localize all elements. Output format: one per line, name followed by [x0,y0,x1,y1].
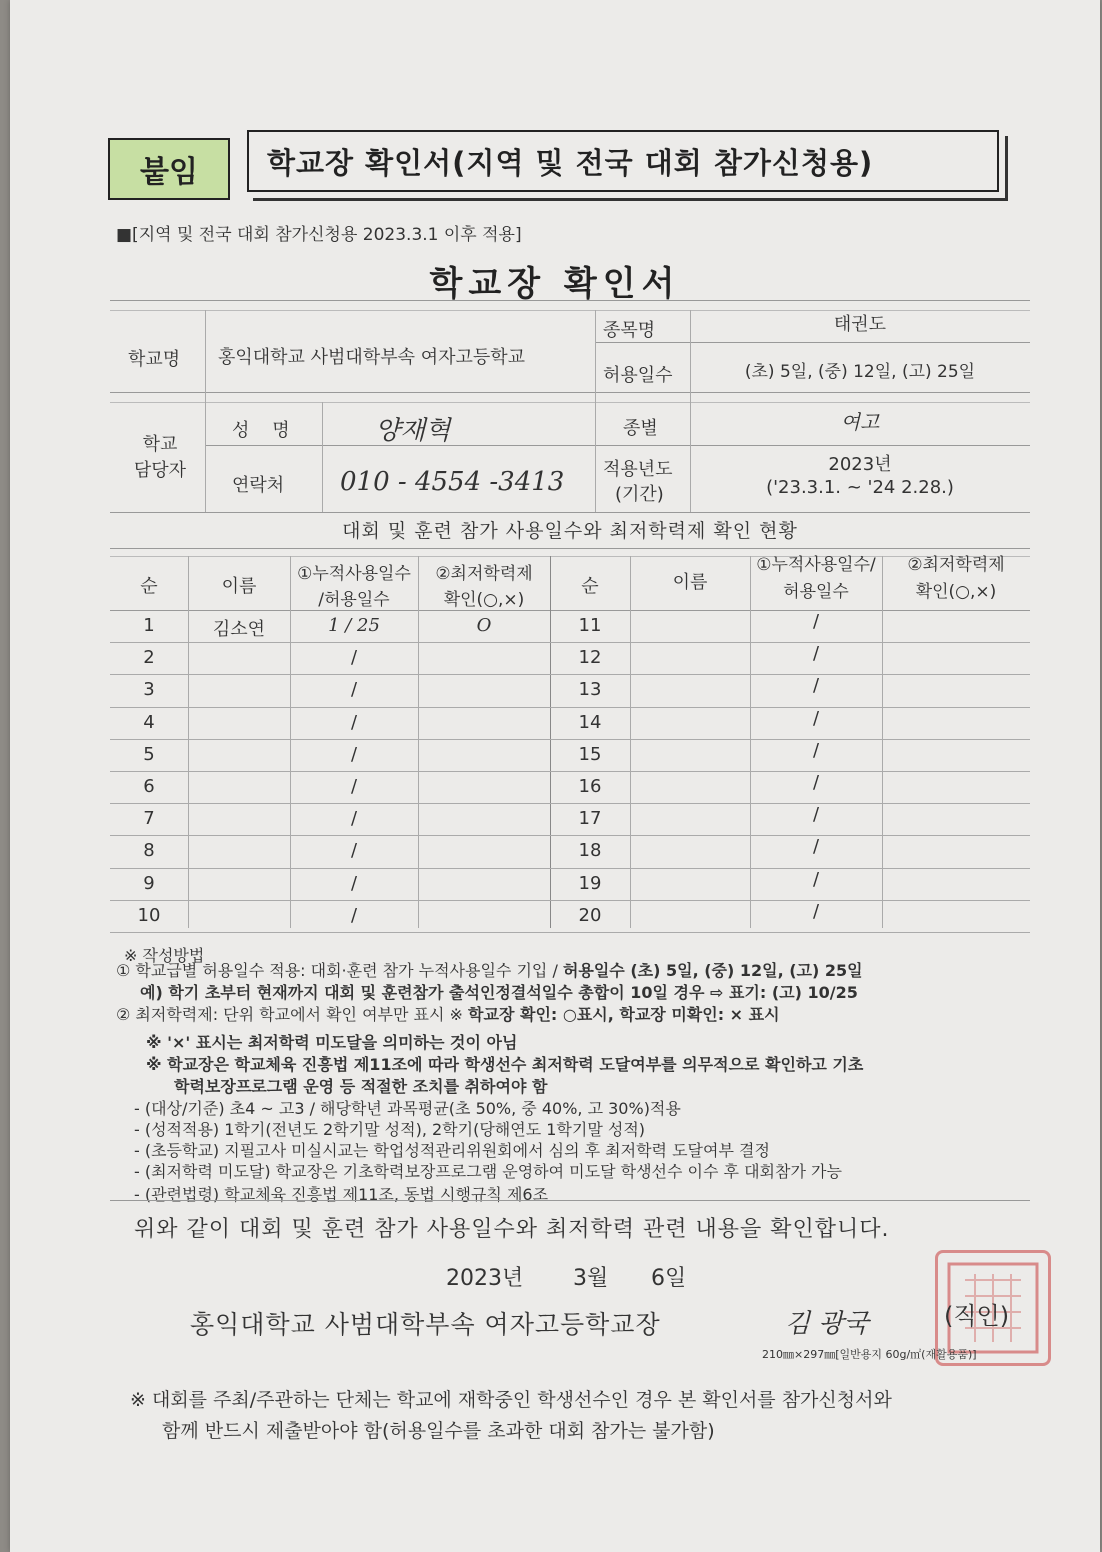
grid-line [110,771,1030,772]
row-days-right: / [812,869,820,890]
grid-line [110,548,1030,549]
year-value: 2023년 [828,454,892,475]
sport-label: 종목명 [603,320,656,341]
row-number: 7 [143,808,155,829]
col-header-name: 이름 [221,576,257,597]
school-value: 홍익대학교 사범대학부속 여자고등학교 [218,347,526,368]
grid-line [110,392,1030,393]
row-number-right: 17 [578,808,602,829]
row-number-right: 11 [578,615,602,636]
allowed-days-value: (초) 5일, (중) 12일, (고) 25일 [744,362,976,382]
grid-line [418,556,419,928]
grid-line [595,310,596,512]
row-number-right: 13 [578,679,602,700]
grid-line [882,556,883,928]
detail-4: - (최저학력 미도달) 학교장은 기초학력보장프로그램 운영하여 미도달 학생선수 이수 후 대회참가 가능 [134,1162,842,1181]
contact-label: 연락처 [232,475,285,496]
detail-5: - (관련법령) 학교체육 진흥법 제11조, 동법 시행규칙 제6조 [134,1185,549,1204]
row-number-right: 15 [578,744,602,765]
grid-line [322,402,323,512]
grid-line [110,803,1030,804]
row-number-right: 12 [578,647,602,668]
name-label: 성 명 [232,420,290,441]
manager-name: 양재혁 [375,416,451,446]
col-header-check-right-1: ②최저학력제 [907,555,1005,575]
confirm-statement: 위와 같이 대회 및 훈련 참가 사용일수와 최저학력 관련 내용을 확인합니다. [134,1217,890,1242]
note-1 [116,958,863,981]
detail-1: - (대상/기준) 초4 ~ 고3 / 해당학년 과목평균(초 50%, 중 40%, 고 30%)적용 [134,1099,681,1118]
col-header-no-right: 순 [581,576,599,597]
allowed-days-label: 허용일수 [603,365,673,386]
row-days: / [350,712,358,733]
note-1-example: 예) 학기 초부터 현재까지 대회 및 훈련참가 출석인정결석일수 총합이 10일 경우 ⇨ 표기: (고) 10/25 [140,983,858,1002]
type-label: 종별 [623,418,658,439]
row-days-right: / [812,643,820,664]
row-number: 2 [143,647,155,668]
grid-line [188,556,189,928]
grid-line [110,707,1030,708]
row-days-right: / [812,804,820,825]
grid-line [110,932,1030,933]
row-number: 8 [143,840,155,861]
note-4b: 학력보장프로그램 운영 등 적절한 조치를 취하여야 함 [174,1077,548,1096]
row-days-right: / [812,708,820,729]
grid-line [205,445,1030,446]
row-days: / [350,808,358,829]
applicability-note: ■[지역 및 전국 대회 참가신청용 2023.3.1 이후 적용] [116,225,522,245]
manager-label: 학교 담당자 [133,434,187,481]
notes-heading: ※ 작성방법 [124,946,205,965]
grid-line [110,610,1030,611]
grid-line [595,342,1030,343]
grid-line [110,642,1030,643]
note-2-text: ② 최저학력제: 단위 학교에서 확인 여부만 표시 ※ [116,1005,469,1024]
grid-line [110,402,1030,403]
row-days-right: / [812,740,820,761]
col-header-check-2: 확인(○,×) [443,590,525,610]
school-label: 학교명 [128,349,181,370]
paper-spec: 210㎜×297㎜[일반용지 60g/㎡(재활용품)] [762,1348,977,1361]
grid-line [110,1200,1030,1201]
date-month: 3월 [573,1266,609,1291]
row-days-right: / [812,611,820,632]
col-header-no: 순 [140,576,158,597]
row-days: / [350,905,358,926]
row-number-right: 16 [578,776,602,797]
year-period: ('23.3.1. ~ '24 2.28.) [766,477,954,498]
row-number-right: 14 [578,712,602,733]
contact-value: 010 - 4554 -3413 [340,467,565,497]
grid-line [110,739,1030,740]
col-header-name-right: 이름 [672,572,708,593]
row-days-right: / [812,675,820,696]
col-header-check-right-2: 확인(○,×) [915,582,997,602]
year-label: 적용년도 [603,459,673,480]
col-header-days-1: ①누적사용일수 [297,564,411,584]
row-number: 1 [143,615,155,636]
principal-signature: 김 광국 [785,1309,869,1339]
detail-2: - (성적적용) 1학기(전년도 2학기말 성적), 2학기(당해연도 1학기말 성적) [134,1120,646,1139]
row-number: 6 [143,776,155,797]
grid-line [110,900,1030,901]
col-header-days-right-1: ①누적사용일수/ [756,555,876,575]
sport-value: 태권도 [833,314,887,335]
grid-line [690,310,691,512]
note-2-bold: 학교장 확인: ○표시, 학교장 미확인: × 표시 [468,1005,780,1024]
table-caption: 대회 및 훈련 참가 사용일수와 최저학력제 확인 현황 [342,520,798,542]
row-days: / [350,679,358,700]
note-3: ※ '×' 표시는 최저학력 미도달을 의미하는 것이 아님 [146,1033,518,1052]
row-number-right: 18 [578,840,602,861]
row-days: / [350,873,358,894]
row-number: 3 [143,679,155,700]
row-name: 김소연 [212,619,266,640]
seal-label: (직인) [944,1302,1010,1330]
row-days: / [350,776,358,797]
row-number-right: 19 [578,873,602,894]
date-year: 2023년 [446,1266,524,1291]
row-number: 4 [143,712,155,733]
year-period-label: (기간) [615,484,664,505]
row-days-right: / [812,901,820,922]
grid-line [630,556,631,928]
note-2 [116,1002,780,1025]
type-value: 여고 [840,410,880,434]
row-number-right: 20 [578,905,602,926]
document-title: 학교장 확인서 [429,264,681,304]
col-header-check-1: ②최저학력제 [435,564,533,584]
date-day: 6일 [651,1266,687,1291]
note-4a: ※ 학교장은 학교체육 진흥법 제11조에 따라 학생선수 최저학력 도달여부를 의무적으로 확인하고 기초 [146,1055,864,1074]
grid-line [110,868,1030,869]
detail-3: - (초등학교) 지필고사 미실시교는 학업성적관리위원회에서 심의 후 최저학력 도달여부 결정 [134,1141,770,1160]
grid-line [110,835,1030,836]
row-number: 9 [143,873,155,894]
row-days: / [350,744,358,765]
note-1-text: ① 학교급별 허용일수 적용: 대회·훈련 참가 누적사용일수 기입 / [116,961,563,980]
row-number: 5 [143,744,155,765]
row-days-right: / [812,836,820,857]
header-title: 학교장 확인서(지역 및 전국 대회 참가신청용) [247,130,999,192]
row-check: O [476,615,492,636]
grid-line [110,300,1030,301]
note-1-bold: 허용일수 (초) 5일, (중) 12일, (고) 25일 [562,961,863,980]
row-days: 1 / 25 [328,615,380,636]
principal-title: 홍익대학교 사범대학부속 여자고등학교장 [190,1310,661,1339]
row-days-right: / [812,772,820,793]
col-header-days-2: /허용일수 [318,590,390,610]
bottom-note-1: ※ 대회를 주최/주관하는 단체는 학교에 재학중인 학생선수인 경우 본 확인서를 참가신청서와 [130,1389,892,1411]
row-number: 10 [137,905,161,926]
document-page [10,0,1100,1552]
grid-line [205,310,206,512]
grid-line [110,674,1030,675]
col-header-days-right-2: 허용일수 [783,582,849,602]
attachment-tag: 붙임 [108,138,230,200]
bottom-note-2: 함께 반드시 제출받아야 함(허용일수를 초과한 대회 참가는 불가함) [162,1420,715,1442]
row-days: / [350,647,358,668]
grid-line [110,512,1030,513]
row-days: / [350,840,358,861]
